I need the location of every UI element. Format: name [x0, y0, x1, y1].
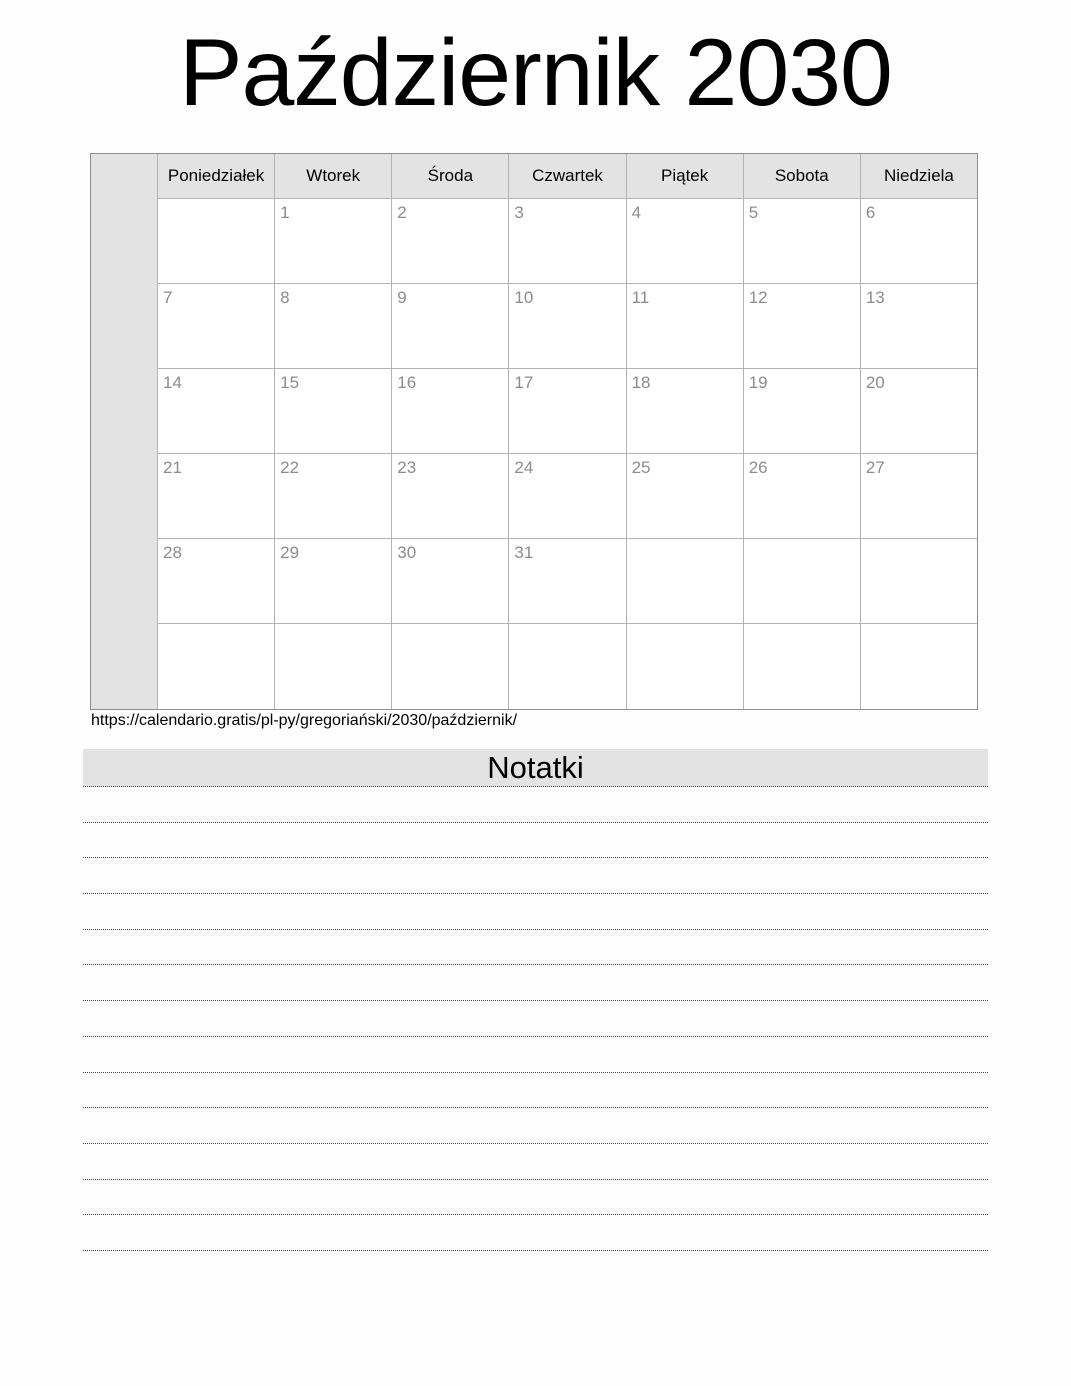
- day-number: 28: [163, 543, 182, 562]
- day-number: 24: [514, 458, 534, 477]
- day-cell-empty: [860, 539, 977, 624]
- day-cell-empty: [860, 624, 977, 709]
- day-number: 8: [280, 288, 290, 307]
- day-cell-2: [391, 199, 508, 284]
- day-number: 5: [748, 203, 759, 222]
- day-number: 23: [397, 458, 417, 477]
- day-cell-28: [157, 539, 274, 624]
- day-cell-empty: [391, 624, 508, 709]
- calendar-table: [90, 153, 978, 710]
- source-url: https://calendario.gratis/pl-py/gregoriański/2030/październik/: [91, 712, 518, 729]
- day-number: 6: [865, 203, 876, 222]
- weekday-header-4: Czwartek: [508, 154, 625, 199]
- day-cell-17: [508, 369, 625, 454]
- day-cell-9: [391, 284, 508, 369]
- day-cell-10: [508, 284, 625, 369]
- weekday-header-6: Sobota: [743, 154, 860, 199]
- note-line: [83, 930, 988, 966]
- day-number: 16: [397, 373, 417, 392]
- day-cell-7: [157, 284, 274, 369]
- day-number: 31: [514, 543, 534, 562]
- day-number: 12: [748, 288, 768, 307]
- day-cell-23: [391, 454, 508, 539]
- note-line: [83, 1180, 988, 1216]
- weekday-header-7: Niedziela: [860, 154, 977, 199]
- day-cell-empty: [626, 624, 743, 709]
- notes-title: Notatki: [487, 749, 584, 785]
- day-cell-19: [743, 369, 860, 454]
- day-cell-20: [860, 369, 977, 454]
- note-line: [83, 858, 988, 894]
- note-line: [83, 1073, 988, 1109]
- day-cell-5: [743, 199, 860, 284]
- note-line: [83, 787, 988, 823]
- day-number: 9: [397, 288, 407, 307]
- weekday-header-3: Środa: [391, 154, 508, 199]
- day-cell-15: [274, 369, 391, 454]
- day-cell-31: [508, 539, 625, 624]
- day-cell-1: [274, 199, 391, 284]
- day-cell-22: [274, 454, 391, 539]
- day-cell-29: [274, 539, 391, 624]
- day-cell-6: [860, 199, 977, 284]
- calendar-left-gutter: [91, 154, 157, 709]
- weekday-header-2: Wtorek: [274, 154, 391, 199]
- day-number: 25: [631, 458, 651, 477]
- day-number: 30: [397, 543, 417, 562]
- day-number: 18: [631, 373, 651, 392]
- day-cell-13: [860, 284, 977, 369]
- notes-lines: [83, 787, 988, 1251]
- day-number: 3: [514, 203, 524, 222]
- day-number: 17: [514, 373, 534, 392]
- day-number: 22: [280, 458, 300, 477]
- note-line: [83, 1215, 988, 1251]
- day-number: 13: [865, 288, 885, 307]
- note-line: [83, 1037, 988, 1073]
- day-number: 11: [631, 288, 650, 307]
- note-line: [83, 823, 988, 859]
- day-cell-empty: [743, 624, 860, 709]
- day-cell-3: [508, 199, 625, 284]
- day-cell-18: [626, 369, 743, 454]
- day-number: 4: [631, 203, 642, 222]
- day-number: 10: [514, 288, 534, 307]
- day-number: 15: [280, 373, 300, 392]
- day-number: 20: [865, 373, 885, 392]
- day-cell-empty: [274, 624, 391, 709]
- day-number: 19: [748, 373, 768, 392]
- weekday-header-1: Poniedziałek: [157, 154, 274, 199]
- day-number: 29: [280, 543, 300, 562]
- day-number: 26: [748, 458, 768, 477]
- day-cell-30: [391, 539, 508, 624]
- notes-header: [83, 749, 988, 787]
- day-cell-26: [743, 454, 860, 539]
- day-number: 27: [865, 458, 885, 477]
- day-cell-25: [626, 454, 743, 539]
- day-cell-empty: [743, 539, 860, 624]
- day-cell-11: [626, 284, 743, 369]
- day-cell-21: [157, 454, 274, 539]
- note-line: [83, 1108, 988, 1144]
- day-cell-4: [626, 199, 743, 284]
- day-cell-empty: [157, 624, 274, 709]
- note-line: [83, 965, 988, 1001]
- day-cell-14: [157, 369, 274, 454]
- note-line: [83, 1144, 988, 1180]
- note-line: [83, 894, 988, 930]
- day-cell-empty: [626, 539, 743, 624]
- day-number: 14: [163, 373, 182, 392]
- day-cell-16: [391, 369, 508, 454]
- day-number: 7: [163, 288, 173, 307]
- day-cell-12: [743, 284, 860, 369]
- day-cell-8: [274, 284, 391, 369]
- day-cell-27: [860, 454, 977, 539]
- day-cell-empty: [508, 624, 625, 709]
- page-title: Październik 2030: [179, 20, 892, 126]
- day-cell-24: [508, 454, 625, 539]
- day-number: 21: [163, 458, 182, 477]
- note-line: [83, 1001, 988, 1037]
- day-number: 1: [280, 203, 290, 222]
- day-cell-empty: [157, 199, 274, 284]
- day-number: 2: [397, 203, 407, 222]
- weekday-header-5: Piątek: [626, 154, 743, 199]
- calendar-grid: [157, 154, 977, 709]
